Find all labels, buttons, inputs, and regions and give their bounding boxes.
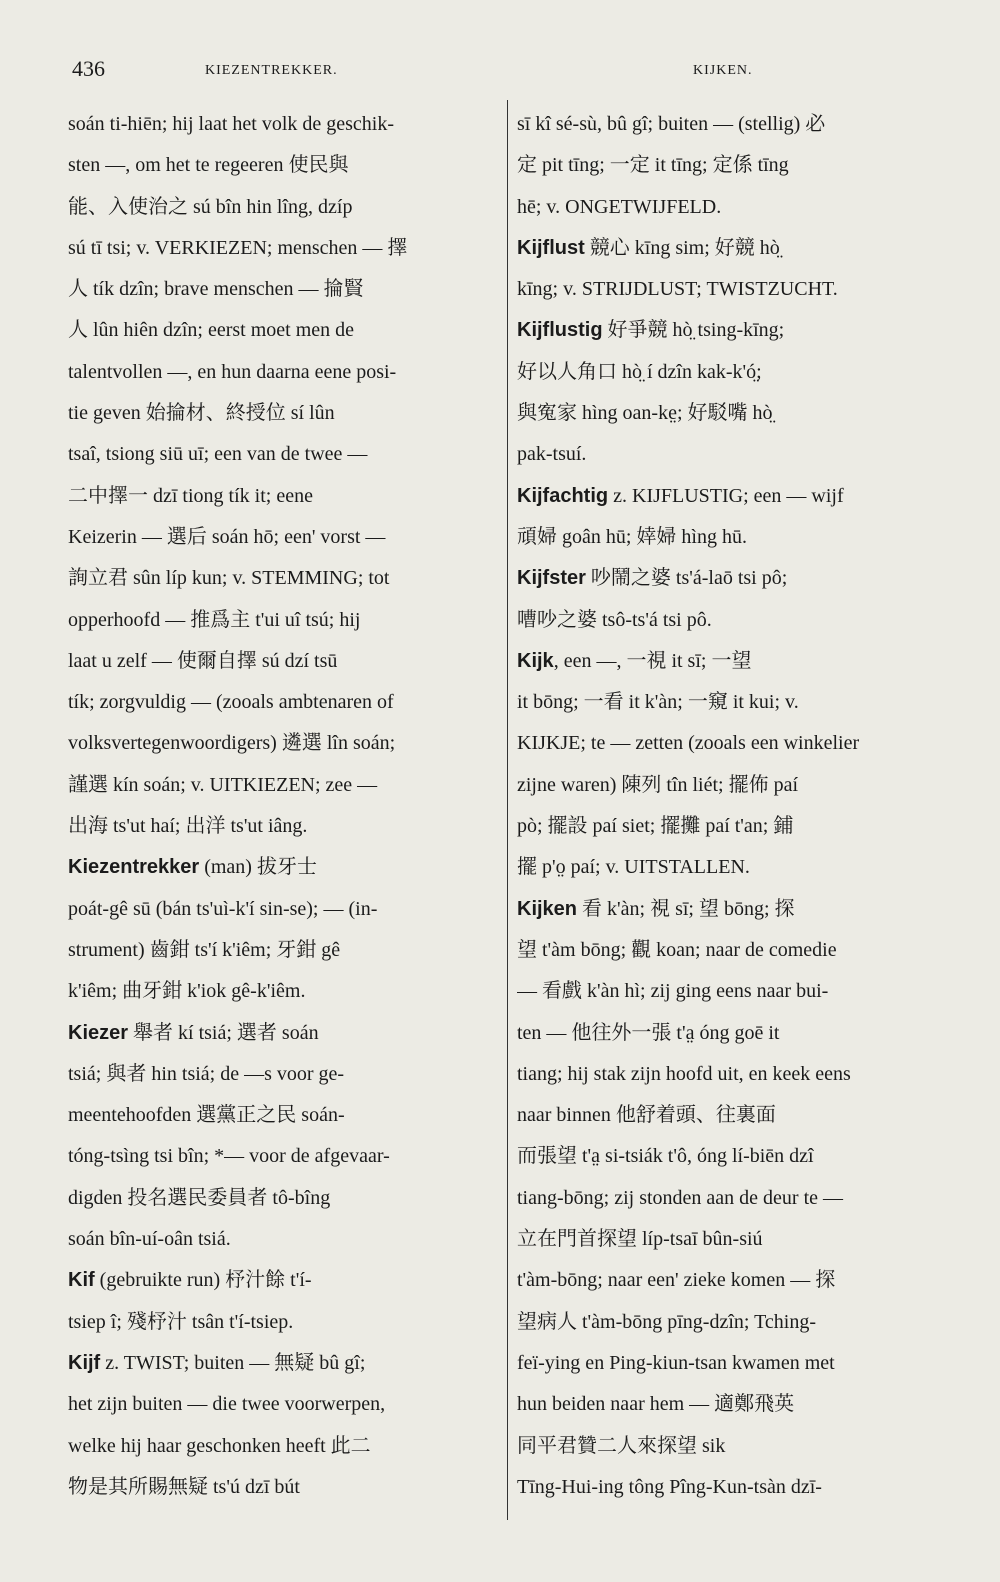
text-line: strument) 齒鉗 ts'í k'iêm; 牙鉗 gê [68,938,341,961]
text-line: 詢立君 sûn líp kun; v. STEMMING; tot [68,567,390,590]
left-column [68,104,496,1508]
text-line: 望 t'àm bōng; 觀 koan; naar de comedie [517,938,837,961]
text-line: 嘈吵之婆 tsô-ts'á tsi pô. [517,608,712,631]
page-number: 436 [72,56,105,81]
text-line: 立在門首探望 líp-tsaī bûn-siú [517,1228,763,1251]
text-line: feï-ying en Ping-kiun-tsan kwamen met [517,1351,835,1374]
text-line: Kijk, een —, 一視 it sī; 一望 [517,649,752,672]
text-line: tie geven 始掄材、終授位 sí lûn [68,402,335,425]
text-line: 頑婦 goân hū; 婞婦 hìng hū. [517,525,747,548]
text-line: Kiezentrekker (man) 拔牙士 [68,856,317,879]
text-line: digden 投名選民委員者 tô-bîng [68,1186,331,1209]
text-line: tík; zorgvuldig — (zooals ambtenaren of [68,691,394,714]
text-line: Kiezer 舉者 kí tsiá; 選者 soán [68,1021,319,1044]
text-line: 出海 ts'ut haí; 出洋 ts'ut iâng. [68,815,308,838]
text-line: sī kî sé-sù, bû gî; buiten — (stellig) 必 [517,113,826,135]
text-line: Kif (gebruikte run) 杼汁餘 t'í- [68,1269,312,1292]
text-line: soán ti-hiēn; hij laat het volk de geschik- [68,113,395,135]
text-line: poát-gê sū (bán ts'uì-k'í sin-se); — (in- [68,897,378,920]
text-line: talentvollen —, en hun daarna eene posi- [68,360,397,383]
text-line: 好以人角口 hò̤ í dzîn kak-k'ó̤; [517,360,762,383]
column-divider [507,100,508,1520]
text-line: Kijf z. TWIST; buiten — 無疑 bû gî; [68,1351,366,1374]
text-line: sú tī tsi; v. VERKIEZEN; menschen — 擇 [68,236,408,259]
text-line: welke hij haar geschonken heeft 此二 [68,1434,371,1457]
text-line: Kijfachtig z. KIJFLUSTIG; een — wijf [517,484,844,507]
text-line: meentehoofden 選黨正之民 soán- [68,1104,345,1127]
text-line: 望病人 t'àm-bōng pīng-dzîn; Tching- [517,1310,817,1333]
text-line: 謹選 kín soán; v. UITKIEZEN; zee — [68,773,378,796]
text-line: 人 tík dzîn; brave menschen — 掄賢 [68,278,364,301]
text-line: Tīng-Hui-ing tông Pîng-Kun-tsàn dzī- [517,1475,822,1498]
text-line: Kijflust 競心 kīng sim; 好競 hò̤ [517,236,780,259]
text-line: tiang; hij stak zijn hoofd uit, en keek eens [517,1062,851,1085]
text-line: 與寃家 hìng oan-ke̤; 好駁嘴 hò̤ [517,402,773,425]
text-line: tsiá; 與者 hin tsiá; de —s voor ge- [68,1062,345,1085]
text-line: tsaî, tsiong siū uī; een van de twee — [68,443,368,466]
running-head-right: KIJKEN. [693,63,753,78]
right-column [517,104,945,1508]
text-line: naar binnen 他舒着頭、往裏面 [517,1104,776,1127]
text-line: pò; 擺設 paí siet; 擺攤 paí t'an; 鋪 [517,815,794,838]
text-line: sten —, om het te regeeren 使民與 [68,154,349,177]
text-line: opperhoofd — 推爲主 t'ui uî tsú; hij [68,608,361,631]
text-line: hun beiden naar hem — 適鄭飛英 [517,1393,795,1416]
text-line: t'àm-bōng; naar een' zieke komen — 探 [517,1269,836,1292]
text-line: het zijn buiten — die twee voorwerpen, [68,1393,386,1416]
text-line: 物是其所賜無疑 ts'ú dzī bút [68,1475,300,1498]
text-line: pak-tsuí. [517,443,587,466]
text-line: hē; v. ONGETWIJFELD. [517,195,722,218]
text-line: 而張望 t'a̤ si-tsiák t'ô, óng lí-biēn dzî [517,1145,814,1168]
text-line: 定 pit tīng; 一定 it tīng; 定係 tīng [517,154,789,177]
text-line: kīng; v. STRIJDLUST; TWISTZUCHT. [517,278,838,301]
text-line: — 看戲 k'àn hì; zij ging eens naar bui- [517,980,829,1003]
text-line: tiang-bōng; zij stonden aan de deur te — [517,1186,844,1209]
text-line: ten — 他往外一張 t'a̤ óng goē it [517,1021,780,1044]
text-line: zijne waren) 陳列 tîn liét; 擺佈 paí [517,773,799,796]
text-line: 二中擇一 dzī tiong tík it; eene [68,484,313,507]
text-line: it bōng; 一看 it k'àn; 一窺 it kui; v. [517,691,799,714]
text-line: Kijken 看 k'àn; 視 sī; 望 bōng; 探 [517,897,795,920]
text-line: Kijfster 吵鬧之婆 ts'á-laō tsi pô; [517,567,788,590]
text-line: tsiep î; 殘杼汁 tsân t'í-tsiep. [68,1310,294,1333]
text-line: soán bîn-uí-oân tsiá. [68,1228,231,1251]
text-line: laat u zelf — 使爾自擇 sú dzí tsū [68,649,338,672]
text-line: 同平君贊二人來探望 sik [517,1434,726,1457]
running-head-left: KIEZENTREKKER. [205,63,338,78]
text-line: Keizerin — 選后 soán hō; een' vorst — [68,525,386,548]
text-line: Kijflustig 好爭競 hò̤ tsing-kīng; [517,319,785,342]
text-line: 人 lûn hiên dzîn; eerst moet men de [68,319,355,342]
text-line: volksvertegenwoordigers) 遴選 lîn soán; [68,732,396,755]
text-line: 能、入使治之 sú bîn hin lîng, dzíp [68,195,353,218]
text-line: 擺 p'o̤ paí; v. UITSTALLEN. [517,856,750,879]
text-line: tóng-tsìng tsi bîn; *— voor de afgevaar- [68,1145,390,1168]
text-line: k'iêm; 曲牙鉗 k'iok gê-k'iêm. [68,980,306,1003]
text-line: KIJKJE; te — zetten (zooals een winkelier [517,732,860,755]
